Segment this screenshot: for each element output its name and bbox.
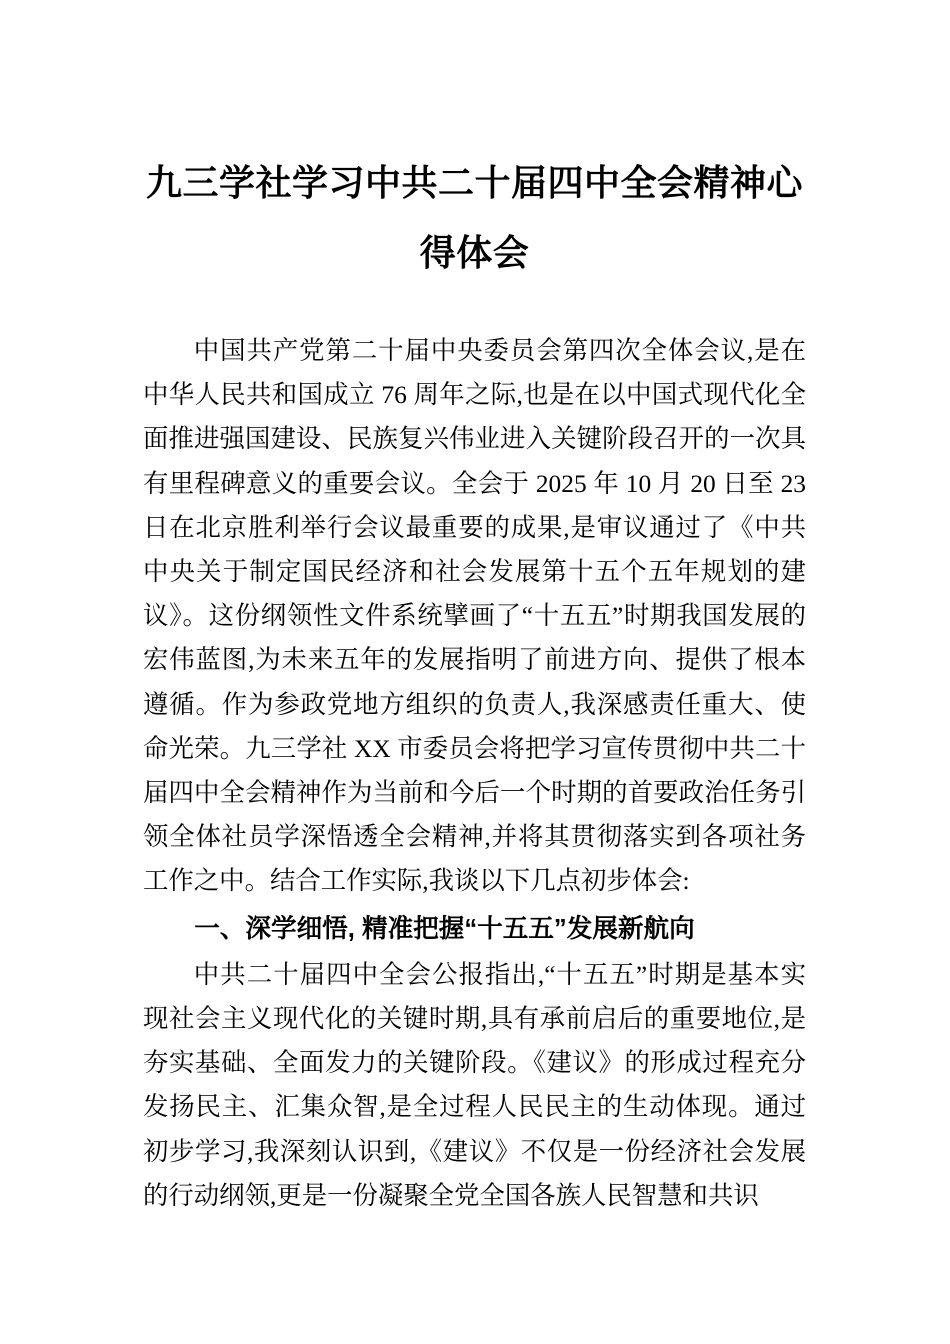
document-title: 九三学社学习中共二十届四中全会精神心得体会 [145,163,803,273]
paragraph-intro: 中国共产党第二十届中央委员会第四次全体会议,是在中华人民共和国成立 76 周年之际,也是在以中国式现代化全面推进强国建设、民族复兴伟业进入关键阶段召开的一次具有里程碑意义的重要会议。全会于 2025 年 10 月 20 日至 23 日在北京胜利举行会议最重要的成果,是审议通过了《中共中央关于制定国民经济和社会发展第十五个五年规划的建议》。这份纲领性文件系统擘画了“十五五”时期我国发展的宏伟蓝图,为未来五年的发展指明了前进方向、提供了根本遵循。作为参政党地方组织的负责人,我深感责任重大、使命光荣。九三学社 XX 市委员会将把学习宣传贯彻中共二十届四中全会精神作为当前和今后一个时期的首要政治任务引领全体社员学深悟透全会精神,并将其贯彻落实到各项社务工作之中。结合工作实际,我谈以下几点初步体会: [143,337,806,896]
document-content [143,0,806,1218]
paragraph-section-1: 中共二十届四中全会公报指出,“十五五”时期是基本实现社会主义现代化的关键时期,具有承前启后的重要地位,是夯实基础、全面发力的关键阶段。《建议》的形成过程充分发扬民主、汇集众智,是全过程人民民主的生动体现。通过初步学习,我深刻认识到,《建议》不仅是一份经济社会发展的行动纲领,更是一份凝聚全党全国各族人民智慧和共识 [143,960,806,1210]
section-heading-1: 一、深学细悟, 精准把握“十五五”发展新航向 [194,914,695,943]
